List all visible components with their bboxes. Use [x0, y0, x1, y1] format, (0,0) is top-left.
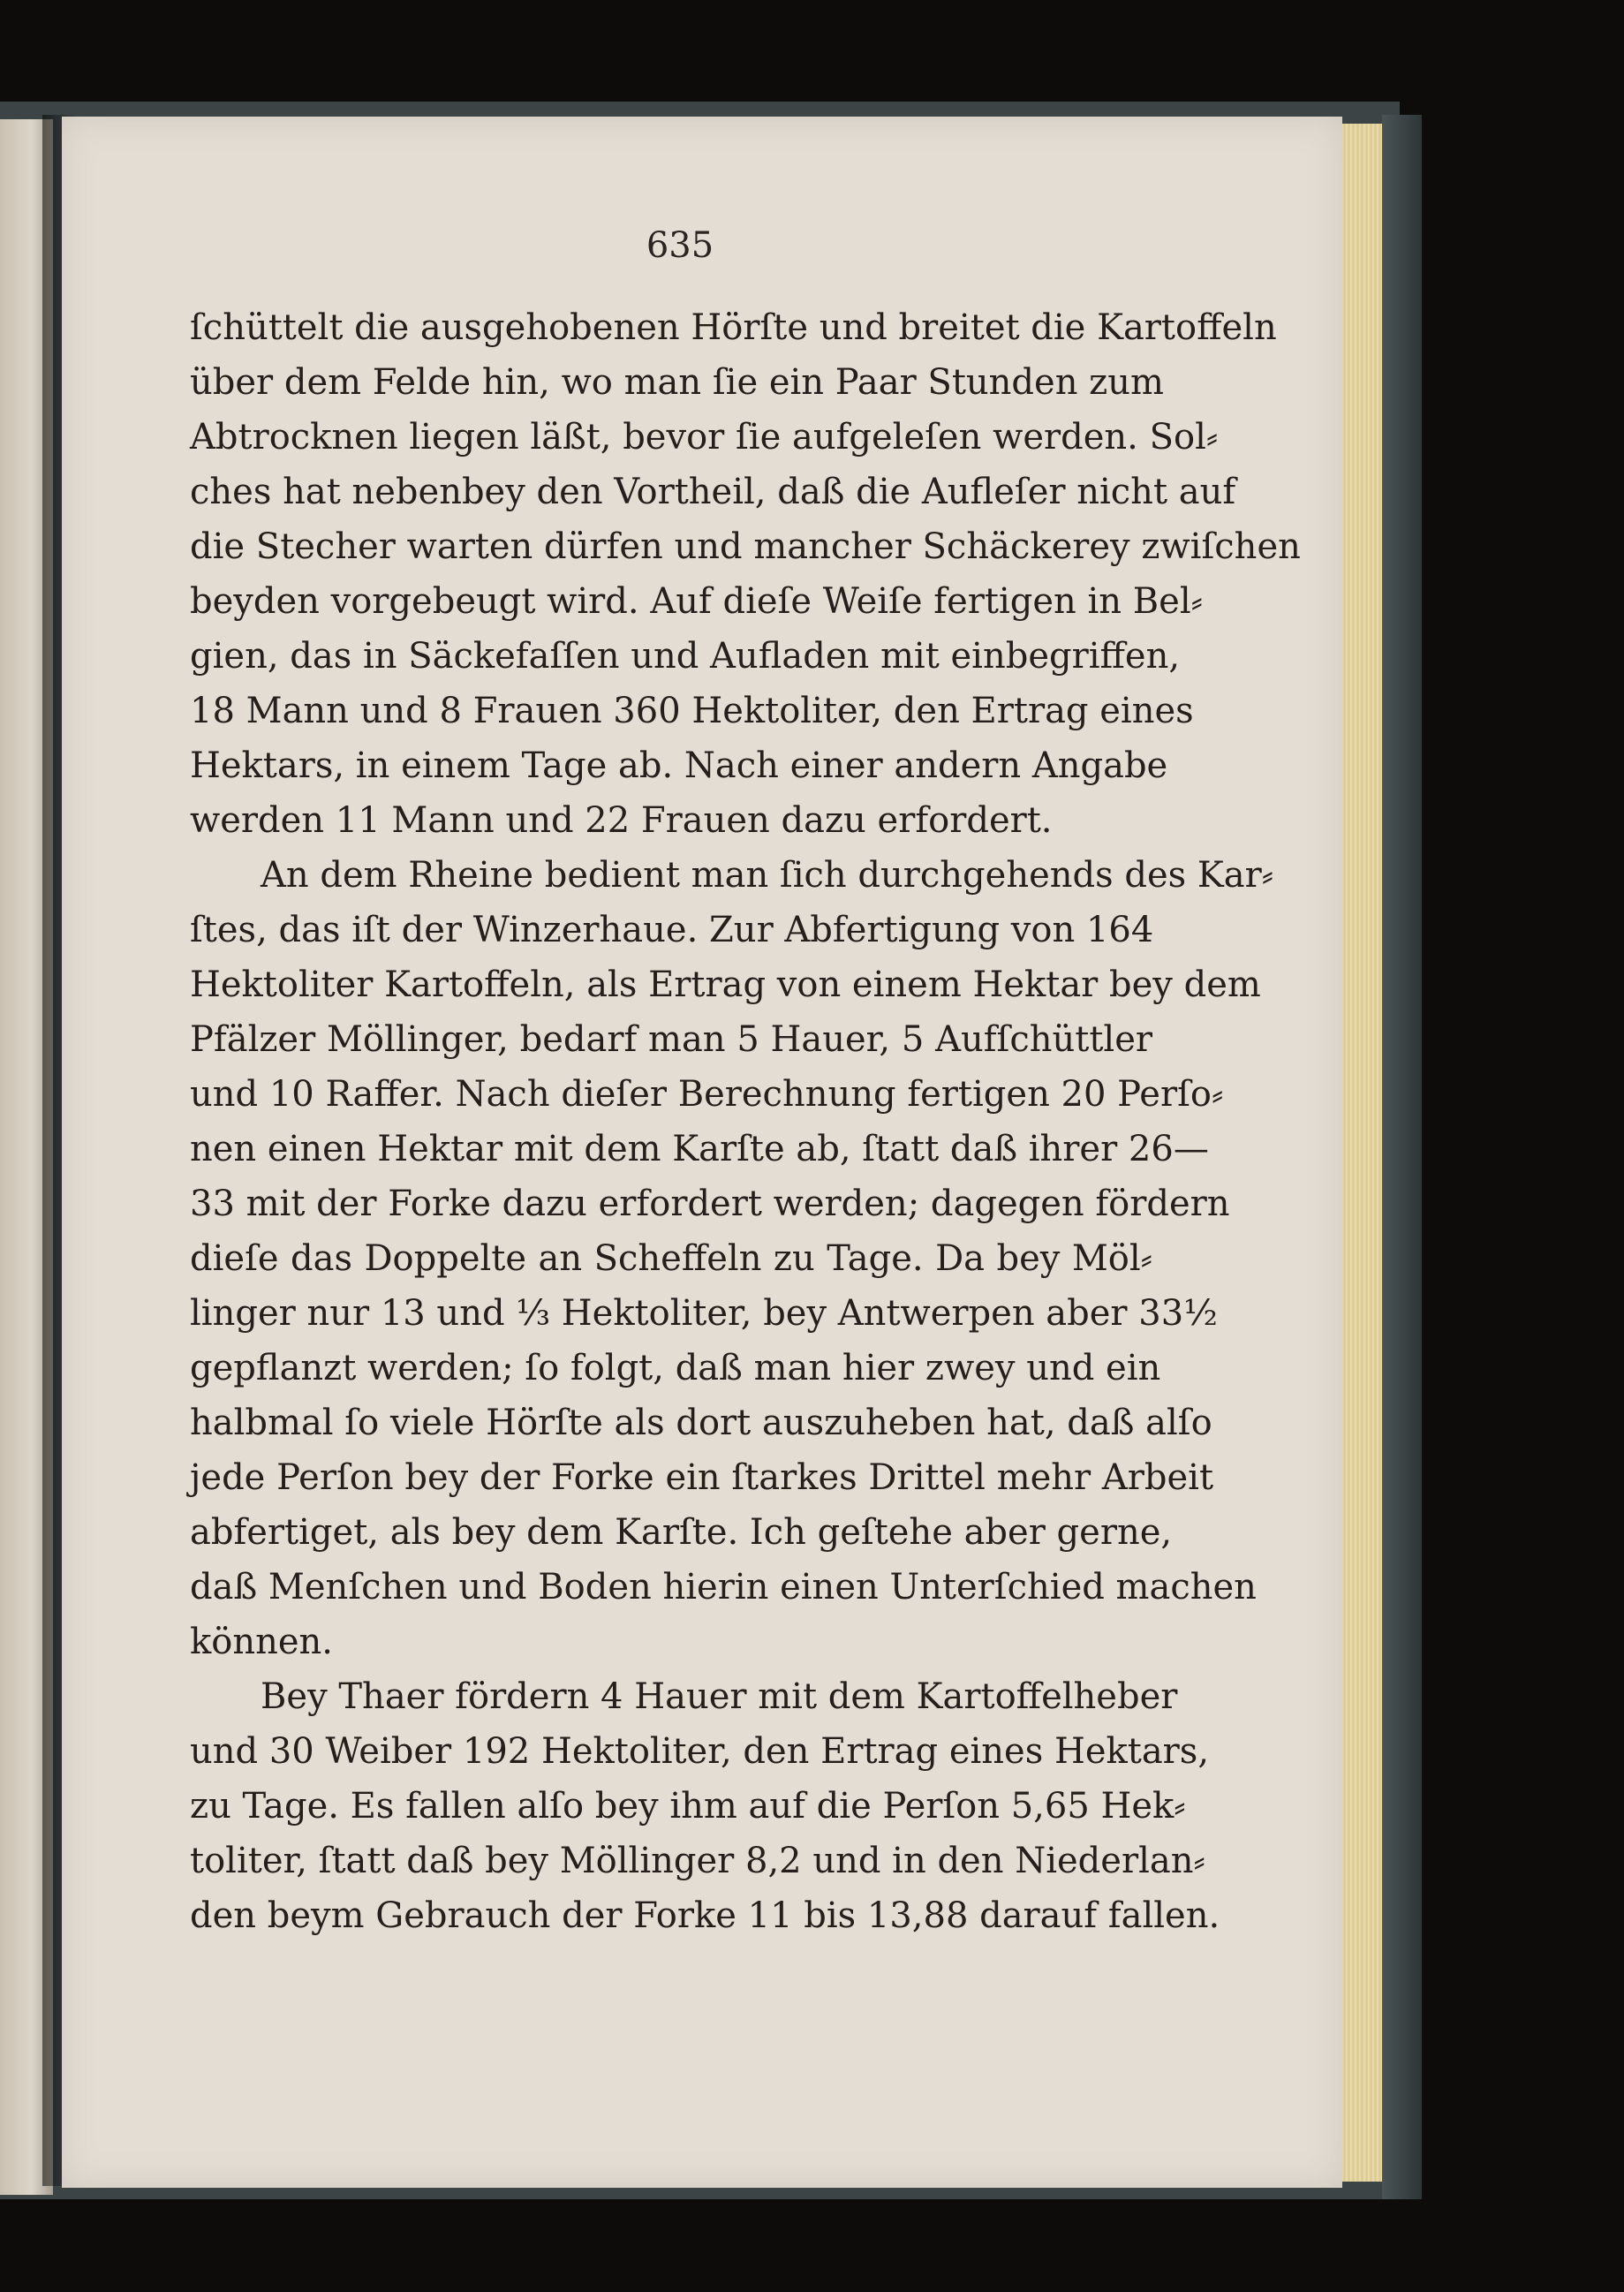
- text-line: Hektoliter Kartoffeln, als Ertrag von einem Hektar bey dem: [190, 964, 1261, 1005]
- text-line: können.: [190, 1622, 333, 1662]
- text-line: die Stecher warten dürfen und mancher Schäckerey zwiſchen: [190, 526, 1301, 567]
- text-line: den beym Gebrauch der Forke 11 bis 13,88 darauf fallen.: [190, 1895, 1220, 1936]
- text-line: 18 Mann und 8 Frauen 360 Hektoliter, den Ertrag eines: [190, 691, 1194, 731]
- text-line: Abtrocknen liegen läßt, bevor ſie aufgeleſen werden. Sol⸗: [190, 417, 1219, 458]
- text-line: ſtes, das iſt der Winzerhaue. Zur Abfertigung von 164: [190, 910, 1154, 950]
- text-line: Hektars, in einem Tage ab. Nach einer andern Angabe: [190, 745, 1168, 786]
- text-line: toliter, ſtatt daß bey Möllinger 8,2 und in den Niederlan⸗: [190, 1841, 1205, 1881]
- cover-edge: [1382, 115, 1422, 2199]
- text-line: ſchüttelt die ausgehobenen Hörſte und breitet die Kartoffeln: [190, 307, 1277, 348]
- text-line: jede Perſon bey der Forke ein ſtarkes Drittel mehr Arbeit: [190, 1457, 1214, 1498]
- text-line: gien, das in Säckefaſſen und Aufladen mit einbegriffen,: [190, 636, 1181, 677]
- text-line: Bey Thaer fördern 4 Hauer mit dem Kartoffelheber: [261, 1676, 1178, 1717]
- text-line: zu Tage. Es fallen alſo bey ihm auf die Perſon 5,65 Hek⸗: [190, 1786, 1186, 1827]
- page-number: 635: [646, 225, 714, 266]
- text-line: abfertiget, als bey dem Karſte. Ich geſtehe aber gerne,: [190, 1512, 1173, 1553]
- text-line: An dem Rheine bedient man ſich durchgehends des Kar⸗: [261, 855, 1274, 896]
- text-line: über dem Felde hin, wo man ſie ein Paar Stunden zum: [190, 362, 1164, 403]
- text-line: ches hat nebenbey den Vortheil, daß die Aufleſer nicht auf: [190, 472, 1236, 512]
- text-line: werden 11 Mann und 22 Frauen dazu erfordert.: [190, 800, 1053, 841]
- text-line: dieſe das Doppelte an Scheffeln zu Tage. Da bey Möl⸗: [190, 1238, 1152, 1279]
- text-line: linger nur 13 und ⅓ Hektoliter, bey Antwerpen aber 33½: [190, 1293, 1218, 1334]
- text-line: halbmal ſo viele Hörſte als dort auszuheben hat, daß alſo: [190, 1403, 1212, 1443]
- text-line: nen einen Hektar mit dem Karſte ab, ſtatt daß ihrer 26—: [190, 1129, 1209, 1169]
- text-line: beyden vorgebeugt wird. Auf dieſe Weiſe fertigen in Bel⸗: [190, 581, 1203, 622]
- text-line: daß Menſchen und Boden hierin einen Unterſchied machen: [190, 1567, 1257, 1607]
- text-line: und 10 Raffer. Nach dieſer Berechnung fertigen 20 Perſo⸗: [190, 1074, 1224, 1115]
- text-line: und 30 Weiber 192 Hektoliter, den Ertrag eines Hektars,: [190, 1731, 1210, 1772]
- text-line: gepflanzt werden; ſo folgt, daß man hier zwey und ein: [190, 1348, 1161, 1388]
- body-text: [190, 300, 1301, 1943]
- text-line: 33 mit der Forke dazu erfordert werden; dagegen fördern: [190, 1184, 1230, 1224]
- text-line: Pfälzer Möllinger, bedarf man 5 Hauer, 5 Aufſchüttler: [190, 1019, 1152, 1060]
- page-block-edge: [1342, 124, 1382, 2182]
